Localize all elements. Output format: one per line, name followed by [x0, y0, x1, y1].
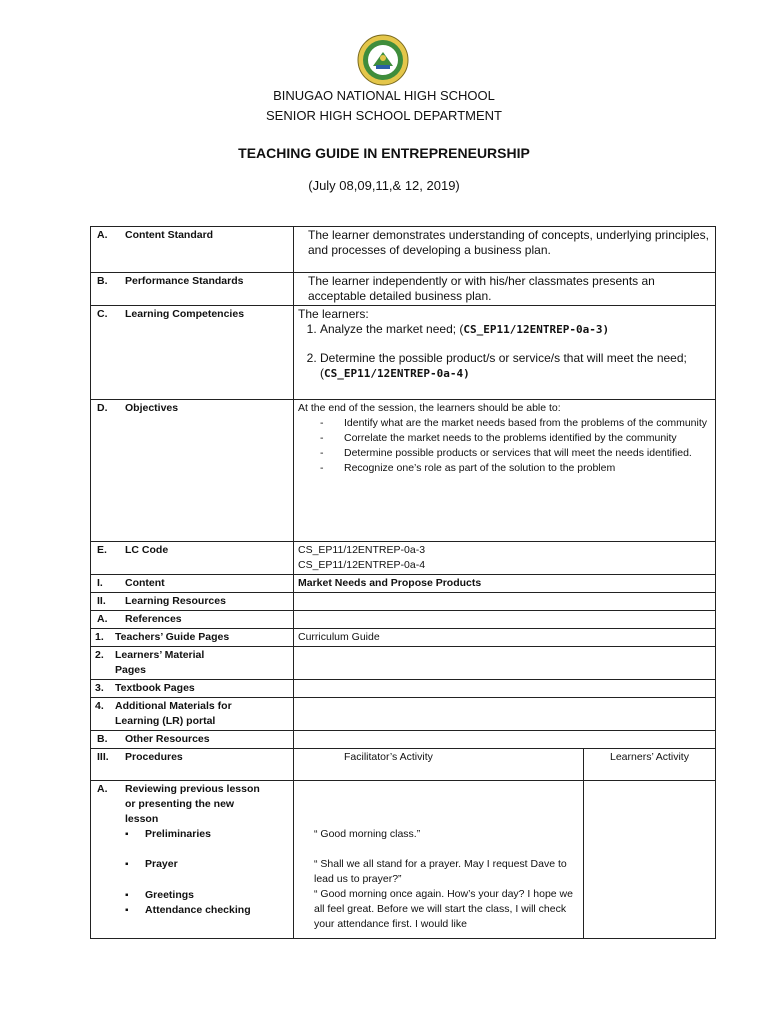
competency-code: CS_EP11/12ENTREP-0a-3): [463, 323, 610, 336]
competencies-intro: The learners:: [298, 307, 369, 321]
prayer-text: “ Shall we all stand for a prayer. May I request Dave to lead us to prayer?”: [314, 858, 567, 885]
row-label: Learning Resources: [125, 595, 226, 607]
step-greetings: ▪ Greetings: [121, 888, 289, 903]
lc-code-cell: [294, 542, 716, 575]
facilitator-activity-cell: [294, 781, 584, 939]
greetings-text: “ Good morning once again. How’s your day? I hope we all feel great. Before we will start the class, I will check your attendance first. I would like: [314, 888, 573, 930]
row-key: A.: [97, 783, 108, 795]
teaching-guide-table: [90, 226, 716, 939]
department-name: SENIOR HIGH SCHOOL DEPARTMENT: [266, 108, 502, 123]
row-label: References: [125, 613, 182, 625]
content-standard-label-cell: [91, 227, 294, 273]
objectives-intro: At the end of the session, the learners should be able to:: [298, 402, 561, 414]
row-key: B.: [97, 733, 108, 745]
row-label: Learners’ Material Pages: [115, 649, 205, 676]
row-label: LC Code: [125, 544, 169, 556]
school-name: BINUGAO NATIONAL HIGH SCHOOL: [273, 88, 495, 103]
row-num: 2.: [95, 649, 104, 661]
learners-activity-header: Learners’ Activity: [584, 749, 716, 781]
row-label: Other Resources: [125, 733, 210, 745]
row-num: 4.: [95, 700, 104, 712]
row-other-resources: [91, 731, 716, 749]
row-additional-materials: [91, 698, 716, 731]
objective-item: - Identify what are the market needs based from the problems of the community: [298, 416, 711, 431]
row-learners-material: [91, 647, 716, 680]
document-date: (July 08,09,11,& 12, 2019): [308, 178, 460, 193]
row-label: Learning Competencies: [125, 308, 245, 320]
row-num: 3.: [95, 682, 104, 694]
objective-item: - Correlate the market needs to the problems identified by the community: [298, 431, 711, 446]
row-content: [91, 575, 716, 593]
row-label: Objectives: [125, 402, 179, 414]
competency-code: CS_EP11/12ENTREP-0a-4): [324, 367, 470, 380]
row-label: Procedures: [125, 751, 183, 763]
row-learning-competencies: [91, 306, 716, 400]
row-label: Teachers’ Guide Pages: [115, 631, 230, 643]
row-label: Reviewing previous lesson or presenting the new lesson: [125, 783, 260, 825]
content-text: Market Needs and Propose Products: [294, 575, 716, 593]
row-label: Content Standard: [125, 229, 214, 241]
row-textbook: [91, 680, 716, 698]
row-reviewing-lesson: [91, 781, 716, 939]
row-learning-resources: [91, 593, 716, 611]
row-key: I.: [97, 577, 103, 589]
procedure-steps-list: [121, 827, 289, 918]
row-key: B.: [97, 275, 108, 287]
objectives-cell: [294, 400, 716, 542]
row-key: A.: [97, 613, 108, 625]
preliminaries-text: “ Good morning class.”: [314, 828, 421, 840]
row-teachers-guide: [91, 629, 716, 647]
row-label: Performance Standards: [125, 275, 244, 287]
row-content-standard: [91, 227, 716, 273]
row-key: II.: [97, 595, 106, 607]
school-seal-logo: [357, 34, 409, 86]
competencies-list: [298, 322, 711, 381]
teachers-guide-text: Curriculum Guide: [294, 629, 716, 647]
row-objectives: [91, 400, 716, 542]
row-key: E.: [97, 544, 107, 556]
lc-code: CS_EP11/12ENTREP-0a-4: [298, 559, 426, 571]
row-references: [91, 611, 716, 629]
row-procedures: [91, 749, 716, 781]
row-num: 1.: [95, 631, 104, 643]
facilitator-activity-header: Facilitator’s Activity: [294, 749, 584, 781]
step-prayer: ▪ Prayer: [121, 857, 289, 872]
competency-item: 2. Determine the possible product/s or service/s that will meet the need; (CS_EP11/12ENTREP-0a-4): [320, 351, 711, 381]
content-standard-text: The learner demonstrates understanding of concepts, underlying principles, and processes of developing a business plan.: [294, 227, 716, 273]
row-performance-standards: [91, 273, 716, 306]
step-preliminaries: ▪ Preliminaries: [121, 827, 289, 842]
row-label: Additional Materials for Learning (LR) portal: [115, 700, 232, 727]
row-key: D.: [97, 402, 108, 414]
row-key: III.: [97, 751, 109, 763]
objectives-list: [298, 416, 711, 476]
row-key: A.: [97, 229, 108, 241]
row-label: Content: [125, 577, 165, 589]
learning-competencies-cell: [294, 306, 716, 400]
row-label: Textbook Pages: [115, 682, 195, 694]
objective-item: - Recognize one’s role as part of the solution to the problem: [298, 461, 711, 476]
row-key: C.: [97, 308, 108, 320]
step-attendance-checking: ▪ Attendance checking: [121, 903, 289, 918]
learners-activity-cell: [584, 781, 716, 939]
lc-code: CS_EP11/12ENTREP-0a-3: [298, 544, 426, 556]
document-title: TEACHING GUIDE IN ENTREPRENEURSHIP: [238, 145, 530, 161]
performance-standards-text: The learner independently or with his/her classmates presents an acceptable detailed business plan.: [294, 273, 716, 306]
objective-item: - Determine possible products or services that will meet the needs identified.: [298, 446, 711, 461]
row-lc-code: [91, 542, 716, 575]
competency-item: 1. Analyze the market need; (CS_EP11/12ENTREP-0a-3): [320, 322, 711, 337]
